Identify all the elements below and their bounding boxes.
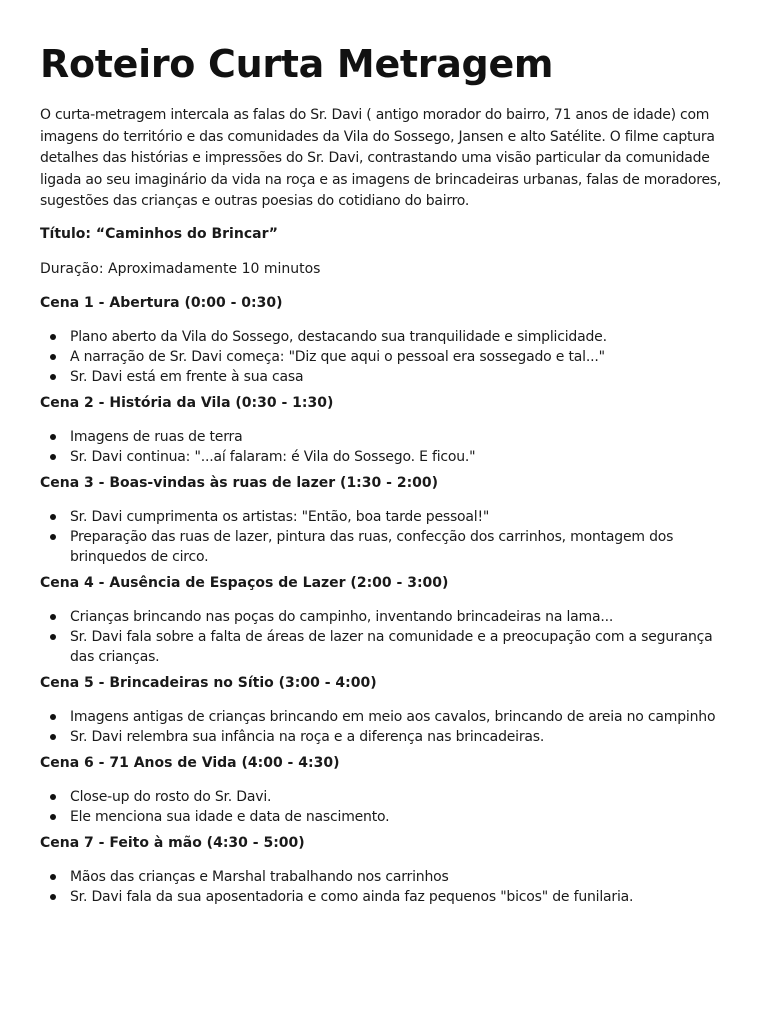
list-item-text: Plano aberto da Vila do Sossego, destacando sua tranquilidade e simplicidade. xyxy=(70,328,607,345)
list-item xyxy=(40,807,728,827)
scene-section xyxy=(40,393,728,467)
scene-section xyxy=(40,753,728,827)
scene-heading: Cena 6 - 71 Anos de Vida (4:00 - 4:30) xyxy=(40,754,340,771)
list-item xyxy=(40,607,728,627)
bullet-icon xyxy=(50,534,56,540)
intro-paragraph: O curta-metragem intercala as falas do Sr. Davi ( antigo morador do bairro, 71 anos de idade) com imagens do território e das comunidades da Vila do Sossego, Jansen e alto Satélite. O filme captura detalhes das histórias e impressões do Sr. Davi, contrastando uma visão particular da comunidade ligada ao seu imaginário da vida na roça e as imagens de brincadeiras urbanas, falas de moradores, sugestões das crianças e outras poesias do cotidiano do bairro. xyxy=(40,107,722,209)
bullet-icon xyxy=(50,894,56,900)
bullet-icon xyxy=(50,434,56,440)
list-item-text: A narração de Sr. Davi começa: "Diz que aqui o pessoal era sossegado e tal..." xyxy=(70,348,605,365)
scene-list xyxy=(40,293,728,907)
scene-heading: Cena 7 - Feito à mão (4:30 - 5:00) xyxy=(40,834,305,851)
scene-section xyxy=(40,473,728,567)
scene-heading: Cena 4 - Ausência de Espaços de Lazer (2:00 - 3:00) xyxy=(40,574,449,591)
list-item-text: Crianças brincando nas poças do campinho, inventando brincadeiras na lama... xyxy=(70,608,614,625)
film-duration: Duração: Aproximadamente 10 minutos xyxy=(40,261,321,277)
list-item xyxy=(40,787,728,807)
bullet-icon xyxy=(50,874,56,880)
list-item xyxy=(40,887,728,907)
scene-item-list xyxy=(40,607,728,667)
list-item xyxy=(40,447,728,467)
scene-heading: Cena 5 - Brincadeiras no Sítio (3:00 - 4:00) xyxy=(40,674,377,691)
list-item xyxy=(40,527,728,567)
film-title: Título: “Caminhos do Brincar” xyxy=(40,225,278,242)
list-item xyxy=(40,367,728,387)
list-item xyxy=(40,427,728,447)
scene-item-list xyxy=(40,787,728,827)
list-item xyxy=(40,507,728,527)
list-item xyxy=(40,327,728,347)
bullet-icon xyxy=(50,794,56,800)
bullet-icon xyxy=(50,634,56,640)
bullet-icon xyxy=(50,814,56,820)
bullet-icon xyxy=(50,514,56,520)
scene-item-list xyxy=(40,507,728,567)
bullet-icon xyxy=(50,454,56,460)
scene-item-list xyxy=(40,867,728,907)
scene-section xyxy=(40,573,728,667)
list-item xyxy=(40,867,728,887)
list-item xyxy=(40,347,728,367)
list-item-text: Sr. Davi fala da sua aposentadoria e como ainda faz pequenos "bicos" de funilaria. xyxy=(70,888,634,905)
scene-heading: Cena 3 - Boas-vindas às ruas de lazer (1:30 - 2:00) xyxy=(40,474,439,491)
list-item-text: Imagens antigas de crianças brincando em meio aos cavalos, brincando de areia no campinho xyxy=(70,708,716,725)
scene-section xyxy=(40,293,728,387)
bullet-icon xyxy=(50,334,56,340)
list-item xyxy=(40,627,728,667)
scene-item-list xyxy=(40,707,728,747)
list-item xyxy=(40,707,728,727)
scene-item-list xyxy=(40,327,728,387)
bullet-icon xyxy=(50,614,56,620)
list-item-text: Sr. Davi relembra sua infância na roça e a diferença nas brincadeiras. xyxy=(70,728,545,745)
list-item-text: Sr. Davi está em frente à sua casa xyxy=(70,368,304,385)
list-item-text: Sr. Davi cumprimenta os artistas: "Então, boa tarde pessoal!" xyxy=(70,508,490,525)
list-item xyxy=(40,727,728,747)
scene-heading: Cena 1 - Abertura (0:00 - 0:30) xyxy=(40,294,283,311)
scene-heading: Cena 2 - História da Vila (0:30 - 1:30) xyxy=(40,394,334,411)
list-item-text: Imagens de ruas de terra xyxy=(70,428,243,445)
document-heading: Roteiro Curta Metragem xyxy=(40,42,554,86)
list-item-text: Close-up do rosto do Sr. Davi. xyxy=(70,788,272,805)
bullet-icon xyxy=(50,354,56,360)
scene-section xyxy=(40,833,728,907)
bullet-icon xyxy=(50,734,56,740)
list-item-text: Ele menciona sua idade e data de nascimento. xyxy=(70,808,390,825)
scene-section xyxy=(40,673,728,747)
bullet-icon xyxy=(50,374,56,380)
list-item-text: Preparação das ruas de lazer, pintura das ruas, confecção dos carrinhos, montagem dos brinquedos de circo. xyxy=(70,528,674,565)
bullet-icon xyxy=(50,714,56,720)
list-item-text: Sr. Davi continua: "...aí falaram: é Vila do Sossego. E ficou." xyxy=(70,448,476,465)
scene-item-list xyxy=(40,427,728,467)
list-item-text: Mãos das crianças e Marshal trabalhando nos carrinhos xyxy=(70,868,449,885)
list-item-text: Sr. Davi fala sobre a falta de áreas de lazer na comunidade e a preocupação com a segurança das crianças. xyxy=(70,628,713,665)
